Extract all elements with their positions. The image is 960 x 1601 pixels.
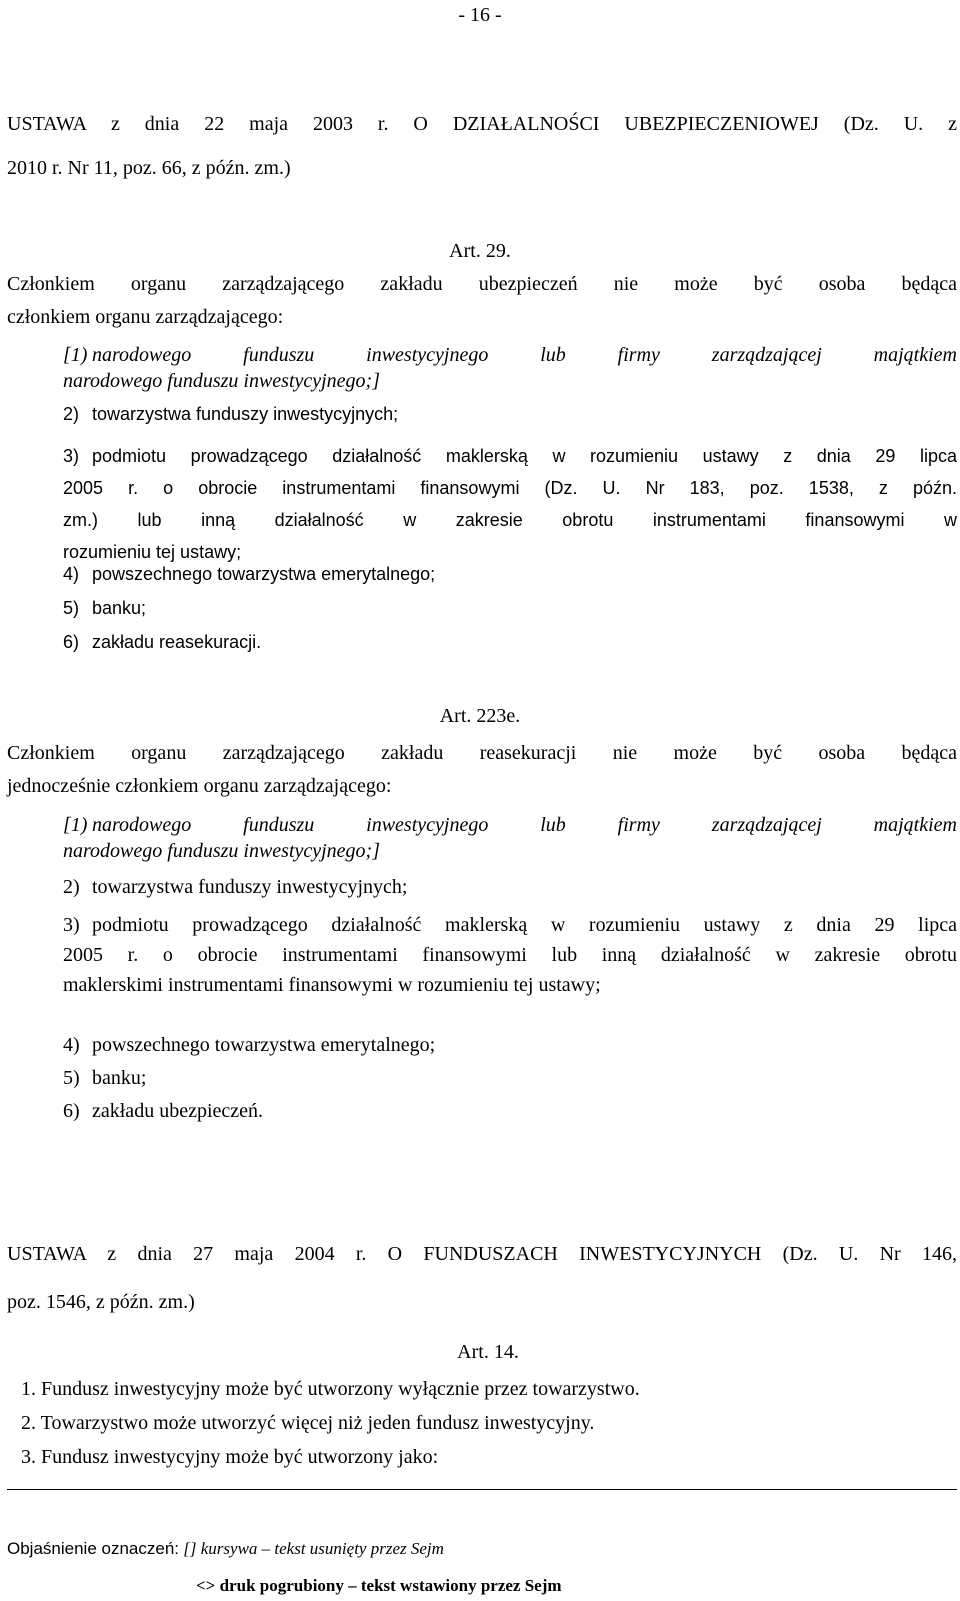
list-item-text: towarzystwa funduszy inwestycyjnych; — [92, 404, 399, 424]
list-item-number: 2) — [63, 404, 80, 424]
list-item-text: banku; — [92, 598, 147, 618]
list-item-text: powszechnego towarzystwa emerytalnego; — [92, 1034, 436, 1056]
page-number: - 16 - — [458, 4, 502, 26]
list-item — [63, 440, 957, 562]
list-item-text: banku; — [92, 1067, 147, 1089]
list-item — [63, 910, 957, 996]
list-item-text: narodowego funduszu inwestycyjnego;] — [63, 370, 381, 392]
list-item — [63, 812, 957, 864]
article-heading: Art. 14. — [457, 1341, 519, 1363]
list-item — [63, 342, 957, 394]
numbered-point: 1. Fundusz inwestycyjny może być utworzony wyłącznie przez towarzystwo. — [21, 1378, 640, 1400]
legend-bold-explanation — [196, 1575, 562, 1597]
list-item-text: narodowego funduszu inwestycyjnego;] — [63, 840, 381, 862]
legend-bold-text: <> druk pogrubiony – tekst wstawiony przez Sejm — [196, 1576, 562, 1595]
list-item-number: [1) — [63, 814, 88, 836]
list-item-number: 4) — [63, 564, 80, 584]
list-item-text: narodowego funduszu inwestycyjnego lub firmy zarządzającej majątkiem — [92, 344, 957, 366]
statute-title-line: USTAWA z dnia 22 maja 2003 r. O DZIAŁALNOŚCI UBEZPIECZENIOWEJ (Dz. U. z — [7, 113, 957, 135]
article-intro-line: jednocześnie członkiem organu zarządzającego: — [7, 775, 392, 797]
list-item-text: podmiotu prowadzącego działalność maklerską w rozumieniu ustawy z dnia 29 lipca — [92, 446, 957, 466]
list-item-number: 5) — [63, 598, 80, 618]
list-item-number: 6) — [63, 632, 80, 652]
list-item-text: 2005 r. o obrocie instrumentami finansowymi (Dz. U. Nr 183, poz. 1538, z późn. — [63, 478, 957, 498]
list-item-text: towarzystwa funduszy inwestycyjnych; — [92, 876, 408, 898]
list-item-text: zm.) lub inną działalność w zakresie obrotu instrumentami finansowymi w — [63, 510, 957, 530]
numbered-point: 2. Towarzystwo może utworzyć więcej niż jeden fundusz inwestycyjny. — [21, 1412, 595, 1434]
list-item-number: 3) — [63, 914, 80, 936]
list-item-number: 6) — [63, 1100, 80, 1122]
list-item-number: 3) — [63, 446, 80, 466]
legend-line — [7, 1538, 444, 1560]
legend-label: Objaśnienie oznaczeń: — [7, 1539, 180, 1558]
legend-italic-explanation: [] kursywa – tekst usunięty przez Sejm — [183, 1539, 444, 1558]
article-heading: Art. 29. — [449, 240, 511, 262]
statute-title-line: USTAWA z dnia 27 maja 2004 r. O FUNDUSZACH INWESTYCYJNYCH (Dz. U. Nr 146, — [7, 1243, 957, 1265]
article-heading: Art. 223e. — [439, 705, 521, 727]
list-item-text: podmiotu prowadzącego działalność maklerską w rozumieniu ustawy z dnia 29 lipca — [92, 914, 957, 936]
article-intro-line: członkiem organu zarządzającego: — [7, 306, 284, 328]
list-item-number: 4) — [63, 1034, 80, 1056]
footer-divider — [7, 1489, 957, 1490]
list-item-text: zakładu reasekuracji. — [92, 632, 262, 652]
list-item-number: 2) — [63, 876, 80, 898]
list-item-text: powszechnego towarzystwa emerytalnego; — [92, 564, 436, 584]
list-item-number: [1) — [63, 344, 88, 366]
statute-title-line: poz. 1546, z późn. zm.) — [7, 1291, 195, 1313]
list-item-number: 5) — [63, 1067, 80, 1089]
article-intro-line: Członkiem organu zarządzającego zakładu reasekuracji nie może być osoba będąca — [7, 742, 957, 764]
list-item-text: maklerskimi instrumentami finansowymi w rozumieniu tej ustawy; — [63, 974, 601, 996]
numbered-point: 3. Fundusz inwestycyjny może być utworzony jako: — [21, 1446, 439, 1468]
statute-title-line: 2010 r. Nr 11, poz. 66, z późn. zm.) — [7, 157, 291, 179]
list-item-text: narodowego funduszu inwestycyjnego lub firmy zarządzającej majątkiem — [92, 814, 957, 836]
list-item-text: rozumieniu tej ustawy; — [63, 542, 242, 562]
article-intro-line: Członkiem organu zarządzającego zakładu ubezpieczeń nie może być osoba będąca — [7, 273, 957, 295]
list-item-text: 2005 r. o obrocie instrumentami finansowymi lub inną działalność w zakresie obrotu — [63, 944, 957, 966]
list-item-text: zakładu ubezpieczeń. — [92, 1100, 264, 1122]
